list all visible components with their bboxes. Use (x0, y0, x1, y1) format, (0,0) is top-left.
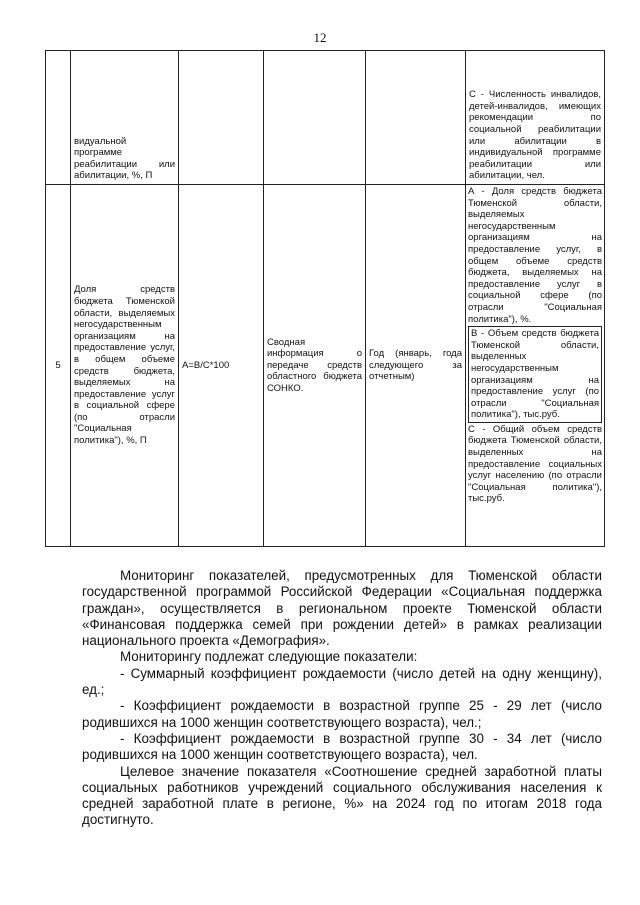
body-text (82, 568, 602, 829)
cell-definitions (466, 185, 605, 547)
page-number: 12 (313, 30, 327, 45)
table-row-continued (46, 51, 605, 185)
list-item-total-fertility: - Суммарный коэффициент рождаемости (число детей на одну женщину), ед.; (82, 665, 602, 698)
cell-indicator-name: Доля средств бюджета Тюменской области, выделяемых негосударственным организациям на предоставление услуг, в общем объеме средств бюджета, выделяемых на предоставление услуг в социальной сфере (по отрасли "Социальная политика"), %, П (71, 185, 179, 547)
paragraph-indicators-intro: Мониторингу подлежат следующие показатели: (120, 649, 418, 665)
cell-num-continued (46, 51, 71, 185)
paragraph-monitoring: Мониторинг показателей, предусмотренных для Тюменской области государственной программой Российской Федерации «Социальная поддержка граждан», осуществляется в региональном проекте Тюменской области «Финансовая поддержка семей при рождении детей» в рамках реализации национального проекта «Демография». (82, 568, 602, 649)
definition-b: В - Объем средств бюджета Тюменской области, выделенных негосударственным организациям на предоставление услуг (по отрасли "Социальная политика"), тыс.руб. (468, 326, 602, 423)
definition-a: А - Доля средств бюджета Тюменской области, выделяемых негосударственным организациям на предоставление услуг, в общем объеме средств бюджета, выделяемых на предоставление услуг в социальной сфере (по отрасли "Социальная политика"), %. (468, 186, 602, 325)
cell-formula: A=B/C*100 (179, 185, 264, 547)
cell-formula-continued (179, 51, 264, 185)
indicators-table (45, 50, 605, 547)
cell-period: Год (январь, года следующего за отчетным) (366, 185, 466, 547)
cell-data-source: Сводная информация о передаче средств областного бюджета СОНКО. (264, 185, 366, 547)
paragraph-target-value: Целевое значение показателя «Соотношение средней заработной платы социальных работников учреждений социального обслуживания населения к средней заработной плате в регионе, %» на 2024 год по итогам 2018 года достигнуто. (82, 763, 602, 828)
cell-source-continued (264, 51, 366, 185)
cell-row-number: 5 (46, 185, 71, 547)
list-item-fertility-30-34: - Коэффициент рождаемости в возрастной группе 30 - 34 лет (число родившихся на 1000 женщин соответствующего возраста), чел. (82, 730, 602, 763)
cell-indicator-name-continued: видуальной программе реабилитации или абилитации, %, П (71, 51, 179, 185)
cell-definition-continued: С - Численность инвалидов, детей-инвалидов, имеющих рекомендации по социальной реабилитации или абилитации в индивидуальной программе реабилитации или абилитации, чел. (466, 51, 605, 185)
definition-c: С - Общий объем средств бюджета Тюменской области, выделенных на предоставление социальных услуг населению (по отрасли "Социальная политика"), тыс.руб. (468, 423, 602, 505)
cell-period-continued (366, 51, 466, 185)
list-item-fertility-25-29: - Коэффициент рождаемости в возрастной группе 25 - 29 лет (число родившихся на 1000 женщин соответствующего возраста), чел.; (82, 698, 602, 730)
table-row (46, 185, 605, 547)
